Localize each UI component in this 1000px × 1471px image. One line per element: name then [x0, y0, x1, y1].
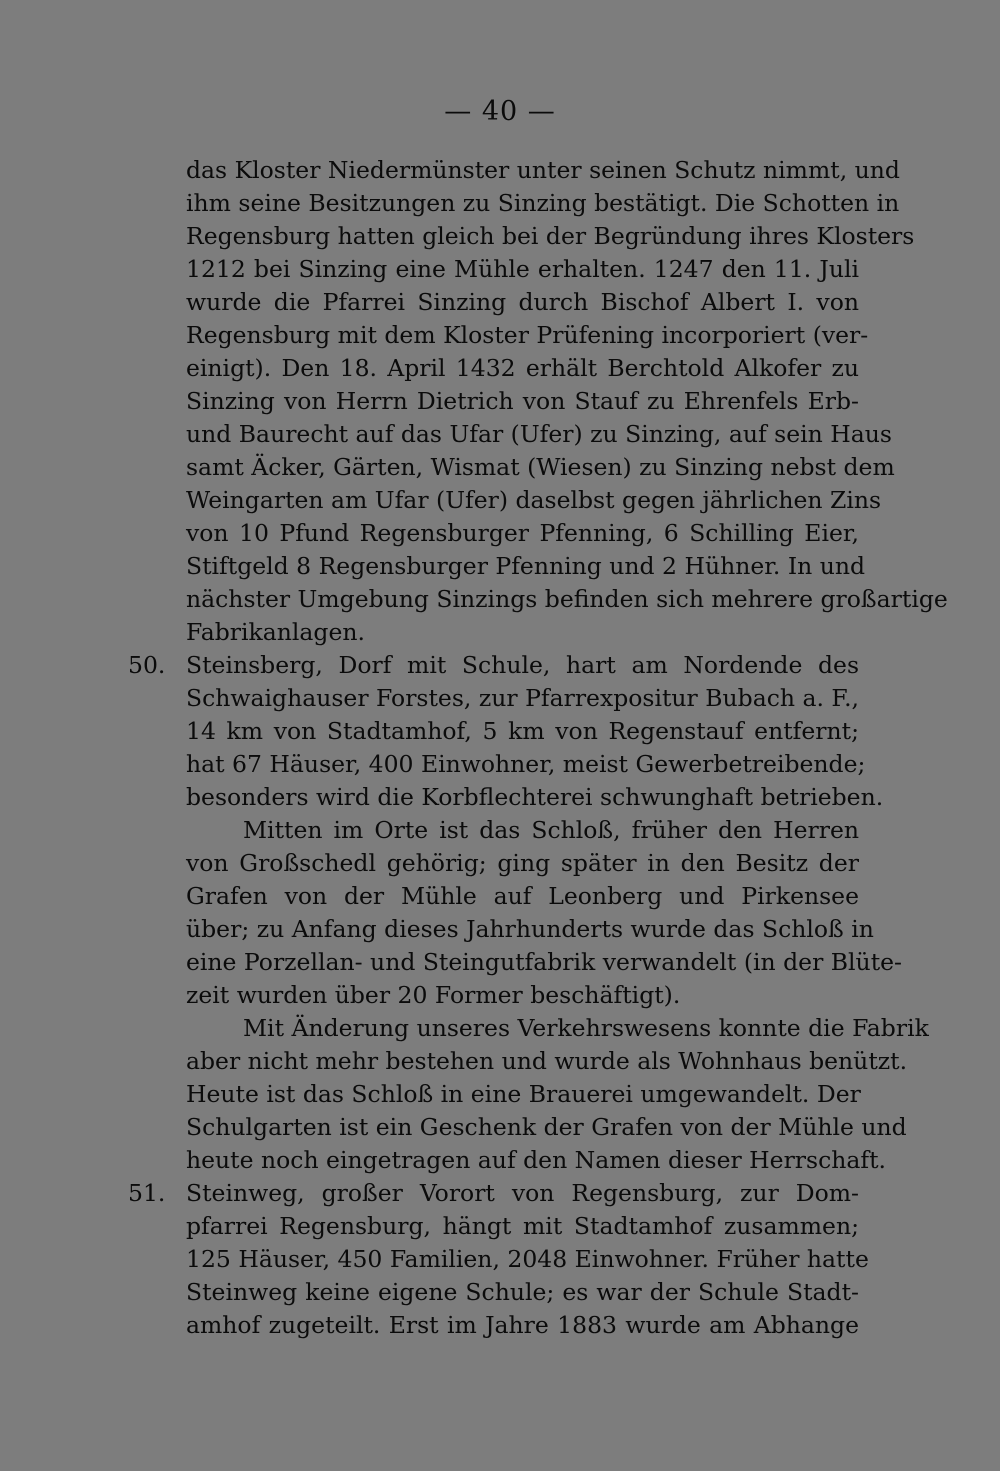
text-line: wurde die Pfarrei Sinzing durch Bischof Albert I. von: [186, 288, 859, 316]
text-line: pfarrei Regensburg, hängt mit Stadtamhof zusammen;: [186, 1212, 859, 1240]
paragraph-first-line: Mitten im Orte ist das Schloß, früher den Herren: [243, 816, 859, 844]
text-line: Schwaighauser Forstes, zur Pfarrexpositur Bubach a. F.,: [186, 684, 860, 712]
text-line: Regensburg hatten gleich bei der Begründung ihres Klosters: [186, 222, 915, 250]
text-line: besonders wird die Korbflechterei schwunghaft betrieben.: [186, 783, 884, 811]
text-line: und Baurecht auf das Ufar (Ufer) zu Sinzing, auf sein Haus: [186, 420, 892, 448]
text-line: Weingarten am Ufar (Ufer) daselbst gegen jährlichen Zins: [186, 486, 882, 514]
entry-number-50: 50.: [128, 651, 166, 679]
text-line: hat 67 Häuser, 400 Einwohner, meist Gewerbetreibende;: [186, 750, 866, 778]
text-line: 1212 bei Sinzing eine Mühle erhalten. 1247 den 11. Juli: [186, 255, 859, 283]
text-line: einigt). Den 18. April 1432 erhält Berchtold Alkofer zu: [186, 354, 859, 382]
text-line: amhof zugeteilt. Erst im Jahre 1883 wurde am Abhange: [186, 1311, 859, 1339]
paragraph-first-line: Mit Änderung unseres Verkehrswesens konnte die Fabrik: [243, 1014, 929, 1042]
text-line: eine Porzellan- und Steingutfabrik verwandelt (in der Blüte-: [186, 948, 902, 976]
text-line: Sinzing von Herrn Dietrich von Stauf zu Ehrenfels Erb-: [186, 387, 859, 415]
text-line: Grafen von der Mühle auf Leonberg und Pirkensee: [186, 882, 859, 910]
text-line: Schulgarten ist ein Geschenk der Grafen von der Mühle und: [186, 1113, 907, 1141]
entry-number-51: 51.: [128, 1179, 166, 1207]
text-line: Fabrikanlagen.: [186, 618, 365, 646]
text-line: 14 km von Stadtamhof, 5 km von Regenstauf entfernt;: [186, 717, 859, 745]
entry-50-first-line: Steinsberg, Dorf mit Schule, hart am Nordende des: [186, 651, 859, 679]
text-line: Stiftgeld 8 Regensburger Pfenning und 2 Hühner. In und: [186, 552, 866, 580]
text-line: das Kloster Niedermünster unter seinen Schutz nimmt, und: [186, 156, 900, 184]
text-line: von Großschedl gehörig; ging später in den Besitz der: [186, 849, 859, 877]
text-line: nächster Umgebung Sinzings befinden sich mehrere großartige: [186, 585, 948, 613]
text-line: heute noch eingetragen auf den Namen dieser Herrschaft.: [186, 1146, 887, 1174]
text-line: zeit wurden über 20 Former beschäftigt).: [186, 981, 681, 1009]
text-line: samt Äcker, Gärten, Wismat (Wiesen) zu Sinzing nebst dem: [186, 453, 895, 481]
text-line: von 10 Pfund Regensburger Pfenning, 6 Schilling Eier,: [186, 519, 859, 547]
text-line: Regensburg mit dem Kloster Prüfening incorporiert (ver-: [186, 321, 869, 349]
text-line: Heute ist das Schloß in eine Brauerei umgewandelt. Der: [186, 1080, 861, 1108]
text-line: aber nicht mehr bestehen und wurde als Wohnhaus benützt.: [186, 1047, 908, 1075]
text-line: Steinweg keine eigene Schule; es war der Schule Stadt-: [186, 1278, 859, 1306]
text-line: über; zu Anfang dieses Jahrhunderts wurde das Schloß in: [186, 915, 874, 943]
page-number: — 40 —: [444, 96, 556, 127]
text-line: 125 Häuser, 450 Familien, 2048 Einwohner. Früher hatte: [186, 1245, 869, 1273]
entry-51-first-line: Steinweg, großer Vorort von Regensburg, zur Dom-: [186, 1179, 859, 1207]
text-line: ihm seine Besitzungen zu Sinzing bestätigt. Die Schotten in: [186, 189, 900, 217]
